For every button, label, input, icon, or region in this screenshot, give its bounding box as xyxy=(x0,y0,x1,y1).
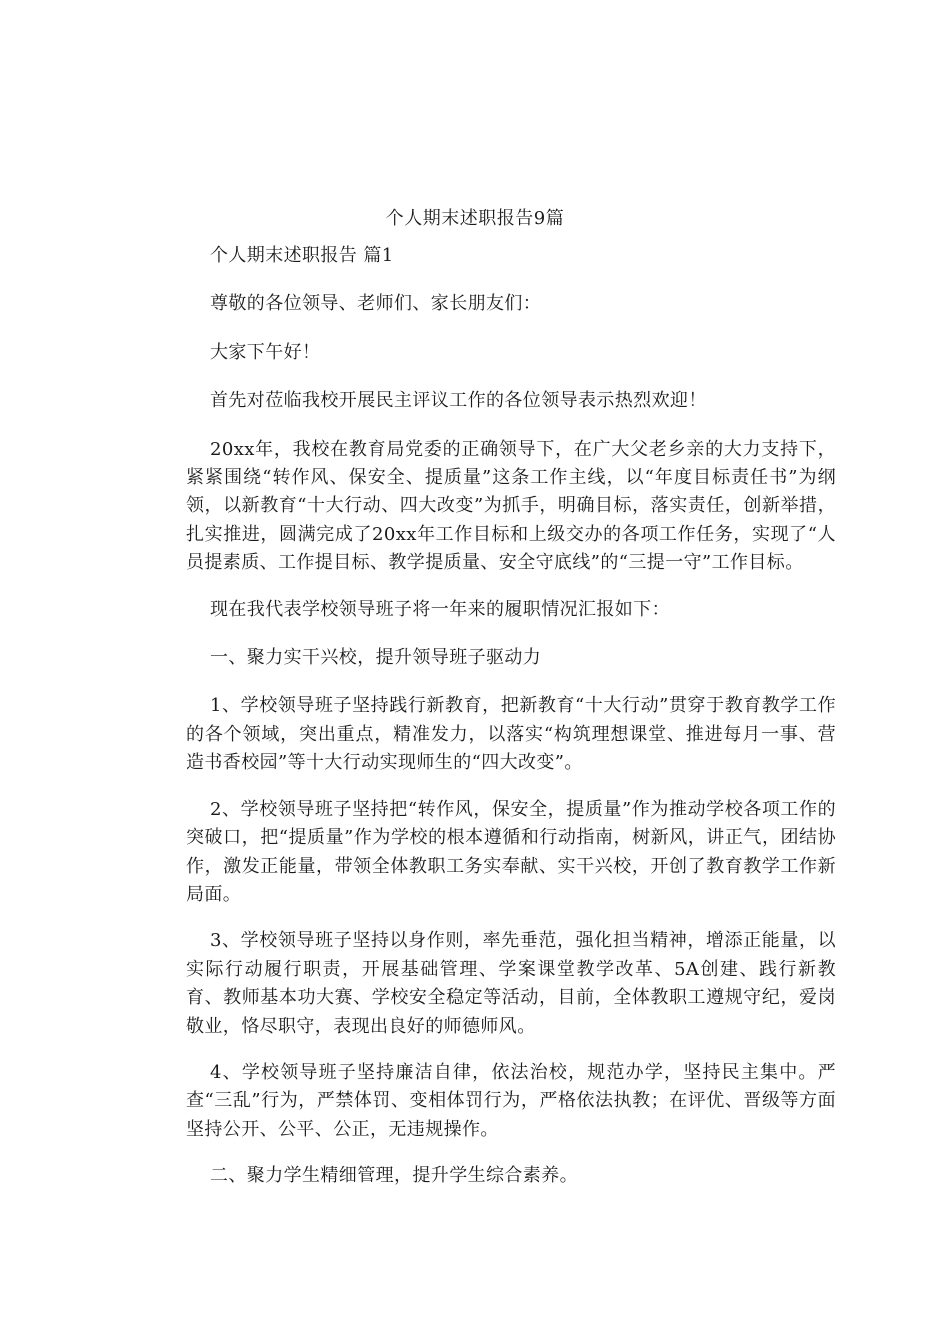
document-body xyxy=(186,242,836,1211)
document-title: 个人期末述职报告9篇 xyxy=(385,208,565,229)
item-paragraph-2: 2、学校领导班子坚持把“转作风，保安全，提质量”作为推动学校各项工作的突破口，把“提质量”作为学校的根本遵循和行动指南，树新风，讲正气，团结协作，激发正能量，带领全体教职工务实奉献、实干兴校，开创了教育教学工作新局面。 xyxy=(186,798,836,905)
report-intro-paragraph: 现在我代表学校领导班子将一年来的履职情况汇报如下： xyxy=(210,598,670,620)
section-heading-one: 一、聚力实干兴校，提升领导班子驱动力 xyxy=(210,647,542,669)
item-paragraph-1: 1、学校领导班子坚持践行新教育，把新教育“十大行动”贯穿于教育教学工作的各个领域，突出重点，精准发力，以落实“构筑理想课堂、推进每月一事、营造书香校园”等十大行动实现师生的“四大改变”。 xyxy=(186,695,836,774)
greeting: 大家下午好！ xyxy=(210,341,321,363)
section-heading-1: 个人期末述职报告 篇1 xyxy=(210,245,394,266)
section-heading-two: 二、聚力学生精细管理，提升学生综合素养。 xyxy=(210,1165,578,1187)
summary-paragraph: 20xx年，我校在教育局党委的正确领导下，在广大父老乡亲的大力支持下，紧紧围绕“转作风、保安全、提质量”这条工作主线，以“年度目标责任书”为纲领，以新教育“十大行动、四大改变”为抓手，明确目标，落实责任，创新举措，扎实推进，圆满完成了20xx年工作目标和上级交办的各项工作任务，实现了“人员提素质、工作提目标、教学提质量、安全守底线”的“三提一守”工作目标。 xyxy=(186,438,836,574)
item-paragraph-3: 3、学校领导班子坚持以身作则，率先垂范，强化担当精神，增添正能量，以实际行动履行职责，开展基础管理、学案课堂教学改革、5A创建、践行新教育、教师基本功大赛、学校安全稳定等活动，目前，全体教职工遵规守纪，爱岗敬业，恪尽职守，表现出良好的师德师风。 xyxy=(186,930,836,1037)
salutation: 尊敬的各位领导、老师们、家长朋友们： xyxy=(210,293,542,315)
welcome-paragraph: 首先对莅临我校开展民主评议工作的各位领导表示热烈欢迎！ xyxy=(210,390,707,412)
item-paragraph-4: 4、学校领导班子坚持廉洁自律，依法治校，规范办学，坚持民主集中。严查“三乱”行为，严禁体罚、变相体罚行为，严格依法执教；在评优、晋级等方面坚持公开、公平、公正，无违规操作。 xyxy=(186,1061,836,1140)
